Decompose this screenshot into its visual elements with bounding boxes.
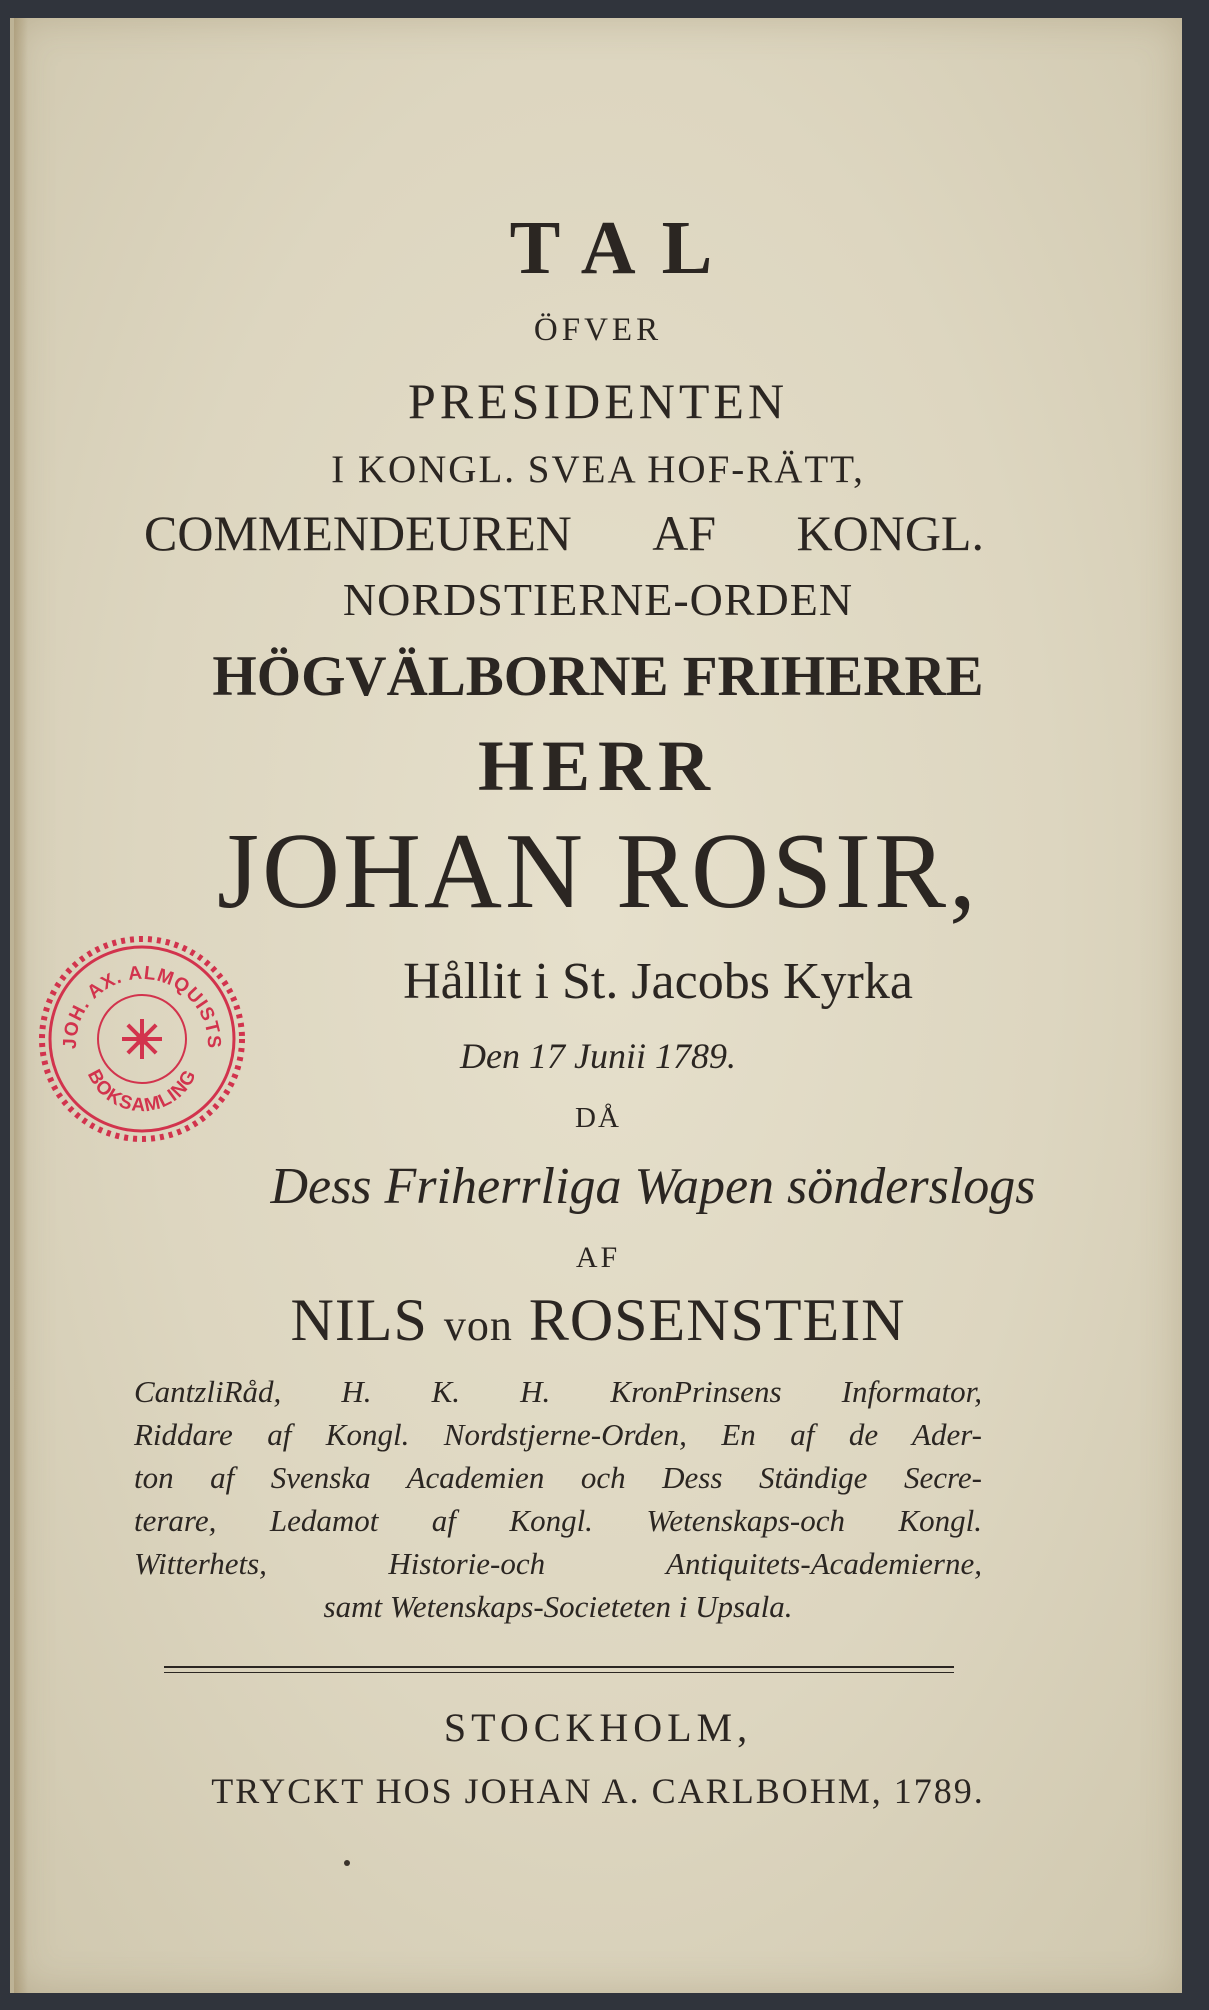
line-date: Den 17 Junii 1789. [460,1036,736,1076]
line-af: AF [575,1241,621,1274]
line-nordstierne: NORDSTIERNE-ORDEN [342,574,854,625]
imprint-printer: TRYCKT HOS JOHAN A. CARLBOHM, 1789. [211,1771,985,1811]
kongl-word: KONGL. [796,505,984,561]
af-word: AF [652,505,717,561]
author-title-line: ton af Svenska Academien och Dess Ständige Secre- [134,1460,982,1495]
divider-rule-lower [164,1672,954,1673]
line-da: DÅ [575,1102,621,1134]
author-title-line: CantzliRåd, H. K. H. KronPrinsens Informator, [134,1374,982,1409]
library-stamp-icon [36,933,248,1145]
line-commendeuren [144,505,984,561]
author-title-line: Riddare af Kongl. Nordstjerne-Orden, En af de Ader- [134,1417,982,1452]
commendeuren-word: COMMENDEUREN [144,505,572,561]
svg-text:JOH. AX. ALMQUISTS: JOH. AX. ALMQUISTS [59,962,225,1050]
title-page [10,18,1182,1993]
author-last: ROSENSTEIN [528,1287,906,1353]
ink-dot [344,1860,350,1866]
line-herr: HERR [477,726,719,806]
line-friherre: HÖGVÄLBORNE FRIHERRE [212,645,984,708]
author-title-line: Witterhets, Historie-och Antiquitets-Academierne, [134,1546,982,1581]
author-name [14,1287,1182,1353]
line-presidenten: PRESIDENTEN [407,373,789,429]
author-title-line: samt Wetenskaps-Societeten i Upsala. [323,1589,793,1624]
author-von: von [443,1301,513,1350]
author-titles [134,1370,982,1628]
imprint-place: STOCKHOLM, [443,1705,753,1750]
line-johan-rosir: JOHAN ROSIR, [216,812,980,931]
line-ofver: ÖFVER [533,312,663,348]
line-hof-ratt: I KONGL. SVEA HOF-RÄTT, [331,448,865,491]
author-first: NILS [290,1287,428,1353]
svg-text:BOKSAMLING: BOKSAMLING [82,1066,202,1117]
line-wapen: Dess Friherrliga Wapen sönderslogs [270,1158,1036,1215]
divider-rule [164,1666,954,1668]
line-hallit: Hållit i St. Jacobs Kyrka [403,953,913,1010]
title: TAL [509,206,739,290]
author-title-line: terare, Ledamot af Kongl. Wetenskaps-och Kongl. [134,1503,982,1538]
